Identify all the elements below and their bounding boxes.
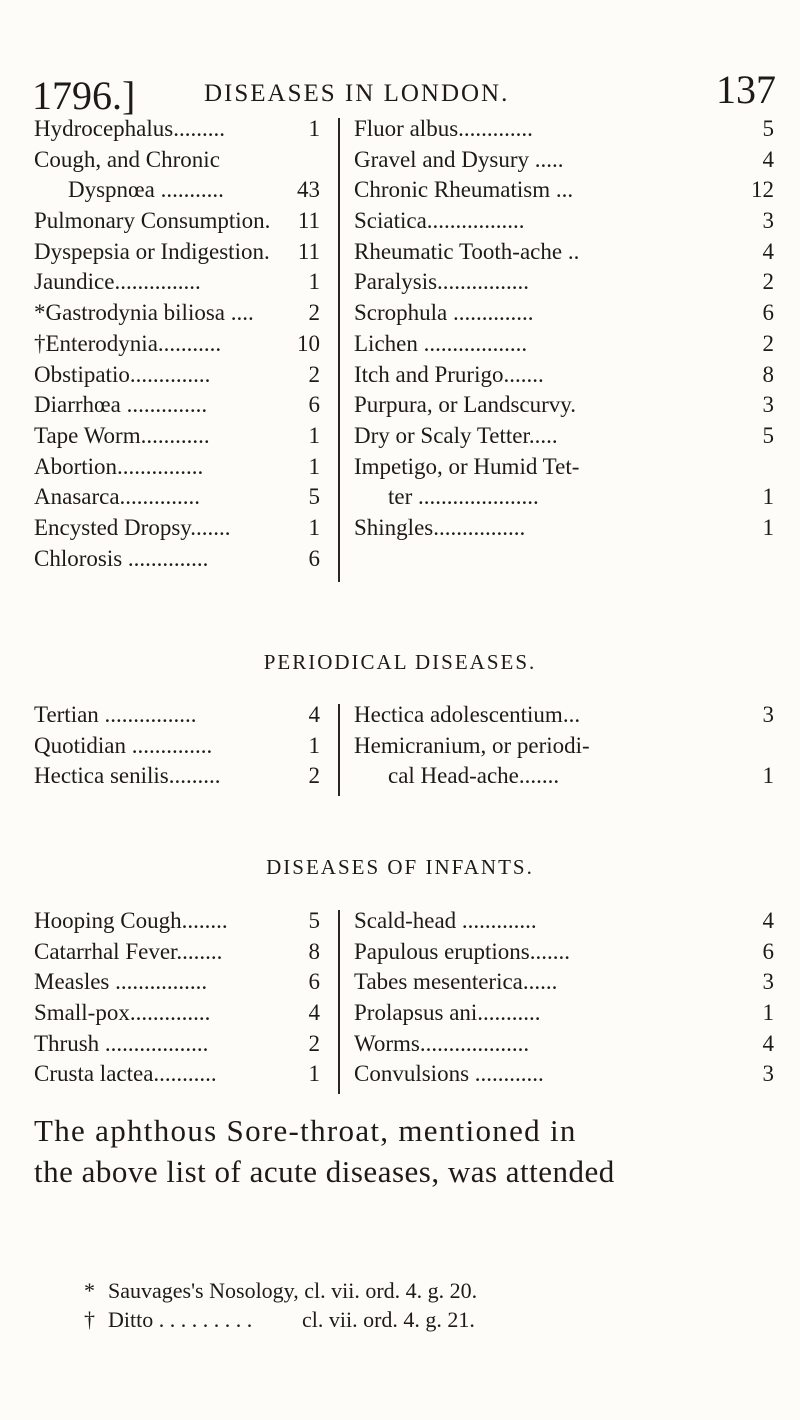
footnotes [84,1276,734,1334]
case-count: 1 [762,1000,774,1026]
case-count: 5 [762,116,774,141]
header-year: 1796.] [32,73,136,118]
disease-name: ter ..................... [388,484,539,510]
disease-name: Small-pox.............. [34,1000,211,1026]
column-divider [338,118,340,582]
table-row [34,937,320,968]
section-heading-infants: DISEASES OF INFANTS. [266,855,534,879]
section-heading-periodical: PERIODICAL DISEASES. [263,650,537,674]
header-title: DISEASES IN LONDON. [204,80,510,107]
disease-name: Hectica senilis......... [34,763,221,789]
table-row [354,906,774,937]
column-divider [338,704,340,796]
case-count: 1 [762,484,774,510]
table-row [34,267,320,298]
disease-name: Paralysis................ [354,269,530,295]
case-count: 4 [762,146,774,172]
table-row [34,329,320,360]
table-column-left [34,906,320,1090]
disease-name: Crusta lactea........... [34,1061,217,1087]
disease-name: Itch and Prurigo....... [354,361,544,387]
case-count: 4 [762,238,774,264]
table-row [354,360,774,391]
disease-name: Papulous eruptions....... [354,938,570,964]
case-count: 8 [762,361,774,387]
disease-name: Hectica adolescentium... [354,702,581,727]
table-column-left [34,114,320,574]
table-row [34,731,320,762]
case-count: 4 [762,1030,774,1056]
table-row [34,513,320,544]
table-row [354,145,774,176]
case-count: 2 [308,1030,320,1056]
disease-name: Abortion............... [34,453,204,479]
case-count: 6 [308,392,320,418]
table-row [354,237,774,268]
table-row [354,482,774,513]
case-count: 5 [762,422,774,448]
table-row [34,482,320,513]
body-paragraph [34,1110,778,1192]
case-count: 4 [308,702,320,727]
case-count: 1 [762,763,774,789]
disease-name: Jaundice............... [34,269,201,295]
table-row [354,513,774,544]
footnote-reference: cl. vii. ord. 4. g. 21. [302,1307,475,1332]
disease-table-infants [34,906,774,1096]
disease-name: Chlorosis .............. [34,545,209,571]
table-row [34,175,320,206]
case-count: 6 [762,938,774,964]
case-count: 1 [308,1061,320,1087]
table-row [354,390,774,421]
case-count: 10 [297,330,320,356]
disease-name: Cough, and Chronic [34,146,220,172]
case-count: 6 [308,969,320,995]
table-row [354,298,774,329]
disease-name: Tertian ................ [34,702,197,727]
table-row [354,761,774,792]
case-count: 2 [308,361,320,387]
disease-name: Anasarca.............. [34,484,201,510]
disease-name: Convulsions ............ [354,1061,544,1087]
case-count: 3 [762,702,774,727]
table-row [34,544,320,575]
table-column-left [34,700,320,792]
table-row [354,731,774,762]
table-row [34,390,320,421]
disease-name: Tabes mesenterica...... [354,969,558,995]
disease-name: Lichen .................. [354,330,528,356]
footnote-text: Sauvages's Nosology, cl. vii. ord. 4. g. 20. [108,1278,478,1303]
case-count: 4 [308,1000,320,1026]
table-row [34,421,320,452]
case-count: 1 [308,732,320,758]
disease-name: Obstipatio.............. [34,361,211,387]
table-row [354,452,774,483]
table-row [354,967,774,998]
disease-name: Rheumatic Tooth-ache .. [354,238,580,264]
disease-name: Hooping Cough........ [34,908,228,933]
table-column-right [354,906,774,1090]
disease-name: Dry or Scaly Tetter..... [354,422,558,448]
table-row [354,700,774,731]
table-row [354,206,774,237]
disease-name: Dyspepsia or Indigestion. [34,238,270,264]
table-row [354,998,774,1029]
disease-name: Diarrhœa .............. [34,392,208,418]
disease-name: Fluor albus............. [354,116,533,141]
case-count: 4 [762,908,774,933]
case-count: 2 [308,300,320,326]
disease-table-main [34,114,774,594]
table-row [34,906,320,937]
disease-name: Impetigo, or Humid Tet- [354,453,580,479]
disease-name: Scald-head ............. [354,908,537,933]
case-count: 2 [762,330,774,356]
running-header [32,60,776,120]
table-row [34,145,320,176]
paragraph-line: The aphthous Sore-throat, mentioned in [34,1113,577,1148]
page-number: 137 [716,67,776,112]
table-column-right [354,700,774,792]
case-count: 11 [297,238,320,264]
table-row [34,967,320,998]
table-row [34,761,320,792]
case-count: 1 [308,116,320,141]
footnote-symbol: † [84,1307,95,1332]
footnote [84,1276,734,1305]
footnote-text: Ditto . . . . . . . . . [108,1307,253,1332]
case-count: 3 [762,969,774,995]
table-row [34,700,320,731]
case-count: 2 [308,763,320,789]
case-count: 11 [297,208,320,234]
table-row [34,298,320,329]
disease-name: Worms................... [354,1030,530,1056]
case-count: 2 [762,269,774,295]
table-row [34,237,320,268]
table-row [354,267,774,298]
disease-table-periodical [34,700,774,800]
disease-name: Measles ................ [34,969,208,995]
table-row [34,452,320,483]
case-count: 5 [308,484,320,510]
case-count: 1 [308,453,320,479]
disease-name: Dyspnœa ........... [68,177,224,203]
disease-name: Gravel and Dysury ..... [354,146,564,172]
table-row [34,998,320,1029]
disease-name: Quotidian .............. [34,732,213,758]
case-count: 5 [308,908,320,933]
disease-name: Scrophula .............. [354,300,534,326]
disease-name: Catarrhal Fever........ [34,938,223,964]
footnote [84,1305,734,1334]
table-row [354,937,774,968]
case-count: 1 [762,514,774,540]
disease-name: Shingles................ [354,514,526,540]
disease-name: Prolapsus ani........... [354,1000,541,1026]
case-count: 8 [308,938,320,964]
table-row [34,360,320,391]
table-row [354,175,774,206]
case-count: 3 [762,1061,774,1087]
disease-name: cal Head-ache....... [388,763,560,789]
case-count: 12 [751,177,774,203]
disease-name: Hemicranium, or periodi- [354,732,590,758]
disease-name: †Enterodynia........... [34,330,222,356]
table-row [34,1059,320,1090]
disease-name: Hydrocephalus......... [34,116,225,141]
case-count: 6 [762,300,774,326]
table-row [34,206,320,237]
disease-name: Tape Worm............ [34,422,210,448]
disease-name: Pulmonary Consumption. [34,208,271,234]
table-column-right [354,114,774,544]
disease-name: Chronic Rheumatism ... [354,177,574,203]
disease-name: Purpura, or Landscurvy. [354,392,577,418]
column-divider [338,910,340,1094]
disease-name: Sciatica................. [354,208,525,234]
case-count: 3 [762,208,774,234]
case-count: 6 [308,545,320,571]
table-row [354,1059,774,1090]
table-row [34,1029,320,1060]
paragraph-line: the above list of acute diseases, was attended [34,1154,615,1189]
case-count: 1 [308,269,320,295]
table-row [354,421,774,452]
table-row [34,114,320,145]
table-row [354,1029,774,1060]
case-count: 1 [308,514,320,540]
case-count: 43 [297,177,320,203]
disease-name: Encysted Dropsy....... [34,514,231,540]
footnote-symbol: * [84,1278,95,1303]
disease-name: Thrush .................. [34,1030,209,1056]
table-row [354,114,774,145]
case-count: 3 [762,392,774,418]
table-row [354,329,774,360]
disease-name: *Gastrodynia biliosa .... [34,300,254,326]
case-count: 1 [308,422,320,448]
